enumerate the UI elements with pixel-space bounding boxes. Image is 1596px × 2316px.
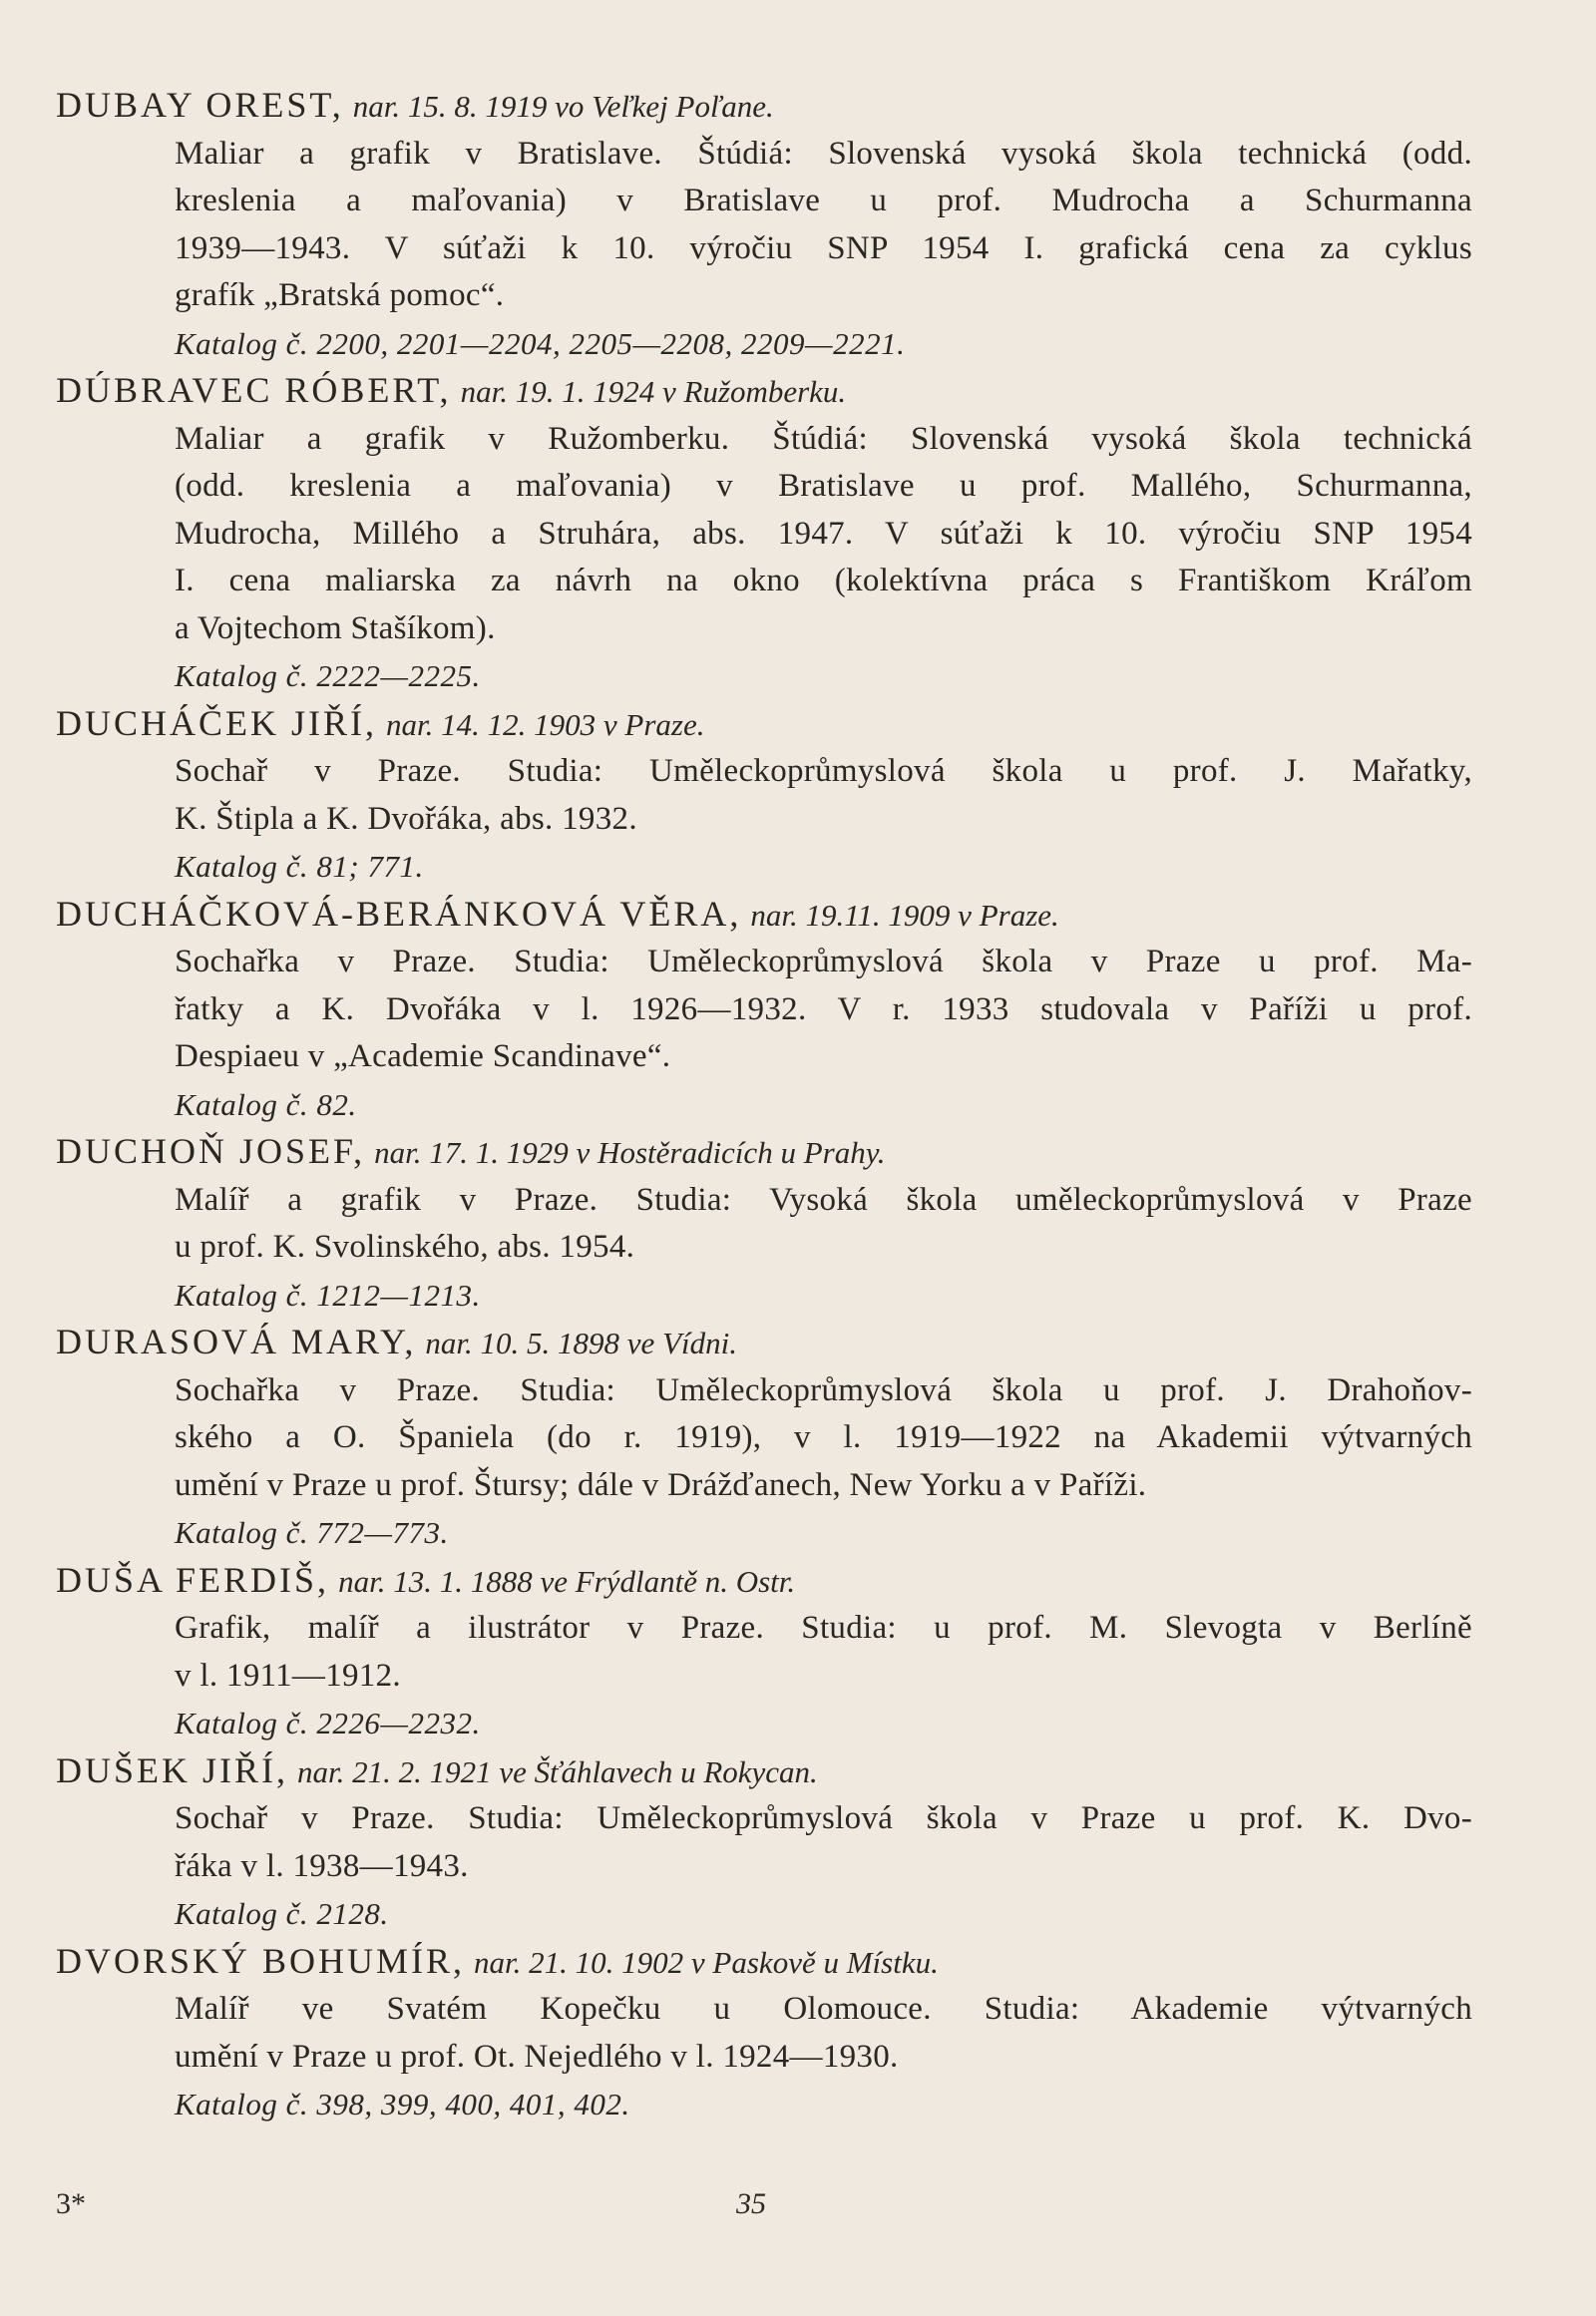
artist-name: DUCHÁČEK JIŘÍ, [56,702,378,743]
catalog-reference: Katalog č. 2200, 2201—2204, 2205—2208, 2209—2221. [175,325,906,361]
biography-line: grafík „Bratská pomoc“. [175,277,505,313]
biography-line: Maliar a grafik v Bratislave. Štúdiá: Slovenská vysoká škola technická (odd. [175,135,1472,172]
biography-line: kreslenia a maľovania) v Bratislave u prof. Mudrocha a Schurmanna [175,183,1472,218]
biography-line: Malíř ve Svatém Kopečku u Olomouce. Studia: Akademie výtvarných [175,1991,1472,2027]
biography-line: Grafik, malíř a ilustrátor v Praze. Studia: u prof. M. Slevogta v Berlíně [175,1610,1472,1646]
biography-text [175,1986,1472,2081]
artist-entry [56,1557,1472,1747]
entry-heading [56,1557,1472,1606]
biography-text [175,416,1472,653]
biography-line: K. Štipla a K. Dvořáka, abs. 1932. [175,800,637,837]
biography-text [175,1605,1472,1700]
catalog-reference: Katalog č. 2226—2232. [175,1706,481,1740]
birth-info: nar. 19. 1. 1924 v Ružomberku. [460,374,847,409]
artist-name: DUCHOŇ JOSEF, [56,1131,366,1171]
entry-heading [56,1938,1472,1987]
artist-entry [56,1938,1472,2128]
biography-text [175,748,1472,843]
artist-name: DURASOVÁ MARY, [56,1322,417,1361]
birth-info: nar. 10. 5. 1898 ve Vídni. [425,1326,737,1360]
entry-heading [56,1319,1472,1367]
artist-entry [56,1747,1472,1938]
entry-heading [56,1747,1472,1796]
biography-line: I. cena maliarska za návrh na okno (kolektívna práca s Františkom Kráľom [175,563,1472,598]
biography-line: Sochař v Praze. Studia: Uměleckoprůmyslová škola v Praze u prof. K. Dvo- [175,1800,1472,1836]
page-footer [0,2187,1596,2237]
entry-list [56,82,1472,2128]
artist-name: DUŠA FERDIŠ, [56,1559,330,1600]
catalog-reference: Katalog č. 2128. [175,1896,389,1931]
biography-line: Malíř a grafik v Praze. Studia: Vysoká škola uměleckoprůmyslová v Praze [175,1181,1472,1218]
entry-heading [56,891,1472,940]
biography-line: řáka v l. 1938—1943. [175,1847,469,1884]
birth-info: nar. 17. 1. 1929 v Hostěradicích u Prahy. [374,1135,886,1170]
entry-heading [56,82,1472,131]
artist-entry [56,700,1472,891]
artist-entry [56,1128,1472,1319]
birth-info: nar. 13. 1. 1888 ve Frýdlantě n. Ostr. [338,1563,796,1599]
signature-mark: 3* [56,2187,86,2220]
birth-info: nar. 15. 8. 1919 vo Veľkej Poľane. [352,89,774,124]
catalog-reference: Katalog č. 772—773. [175,1515,449,1550]
catalog-reference: Katalog č. 81; 771. [175,849,424,884]
page-number: 35 [736,2187,766,2220]
artist-name: DVORSKÝ BOHUMÍR, [56,1940,466,1981]
birth-info: nar. 14. 12. 1903 v Praze. [386,706,705,742]
catalog-reference: Katalog č. 1212—1213. [175,1277,481,1313]
birth-info: nar. 19.11. 1909 v Praze. [750,897,1059,933]
artist-name: DUCHÁČKOVÁ-BERÁNKOVÁ VĚRA, [56,893,742,934]
artist-name: DÚBRAVEC RÓBERT, [56,370,452,410]
catalog-reference: Katalog č. 82. [175,1086,357,1122]
biography-line: Maliar a grafik v Ružomberku. Štúdiá: Slovenská vysoká škola technická [175,420,1472,457]
artist-entry [56,82,1472,367]
biography-line: Mudrocha, Millého a Struhára, abs. 1947. V súťaži k 10. výročiu SNP 1954 [175,515,1472,552]
entry-heading [56,367,1472,416]
biography-text [175,1367,1472,1510]
biography-line: a Vojtechom Stašíkom). [175,609,496,646]
entry-heading [56,700,1472,749]
artist-entry [56,1319,1472,1557]
biography-line: Despiaeu v „Academie Scandinave“. [175,1038,671,1074]
birth-info: nar. 21. 10. 1902 v Paskově u Místku. [474,1944,939,1980]
biography-text [175,1795,1472,1890]
birth-info: nar. 21. 2. 1921 ve Šťáhlavech u Rokycan. [297,1753,818,1789]
catalog-reference: Katalog č. 398, 399, 400, 401, 402. [175,2087,630,2122]
biography-line: Sochařka v Praze. Studia: Uměleckoprůmyslová škola v Praze u prof. Ma- [175,944,1472,979]
biography-line: 1939—1943. V súťaži k 10. výročiu SNP 1954 I. grafická cena za cyklus [175,229,1472,266]
biography-line: Sochařka v Praze. Studia: Uměleckoprůmyslová škola u prof. J. Drahoňov- [175,1371,1472,1408]
biography-line: Sochař v Praze. Studia: Uměleckoprůmyslová škola u prof. J. Mařatky, [175,753,1472,789]
catalog-reference: Katalog č. 2222—2225. [175,658,481,693]
biography-line: umění v Praze u prof. Štursy; dále v Drážďanech, New Yorku a v Paříži. [175,1466,1147,1503]
biography-text [175,939,1472,1081]
artist-name: DUŠEK JIŘÍ, [56,1749,289,1790]
biography-text [175,1177,1472,1272]
biography-line: ského a O. Španiela (do r. 1919), v l. 1919—1922 na Akademii výtvarných [175,1419,1472,1455]
entry-heading [56,1128,1472,1177]
biography-line: (odd. kreslenia a maľovania) v Bratislave u prof. Mallého, Schurmanna, [175,468,1472,504]
artist-entry [56,891,1472,1129]
biography-line: řatky a K. Dvořáka v l. 1926—1932. V r. 1933 studovala v Paříži u prof. [175,990,1472,1027]
artist-entry [56,367,1472,700]
biography-line: umění v Praze u prof. Ot. Nejedlého v l. 1924—1930. [175,2038,899,2075]
biography-text [175,131,1472,320]
artist-name: DUBAY OREST, [56,85,344,125]
biography-line: v l. 1911—1912. [175,1657,401,1694]
biography-line: u prof. K. Svolinského, abs. 1954. [175,1229,635,1265]
